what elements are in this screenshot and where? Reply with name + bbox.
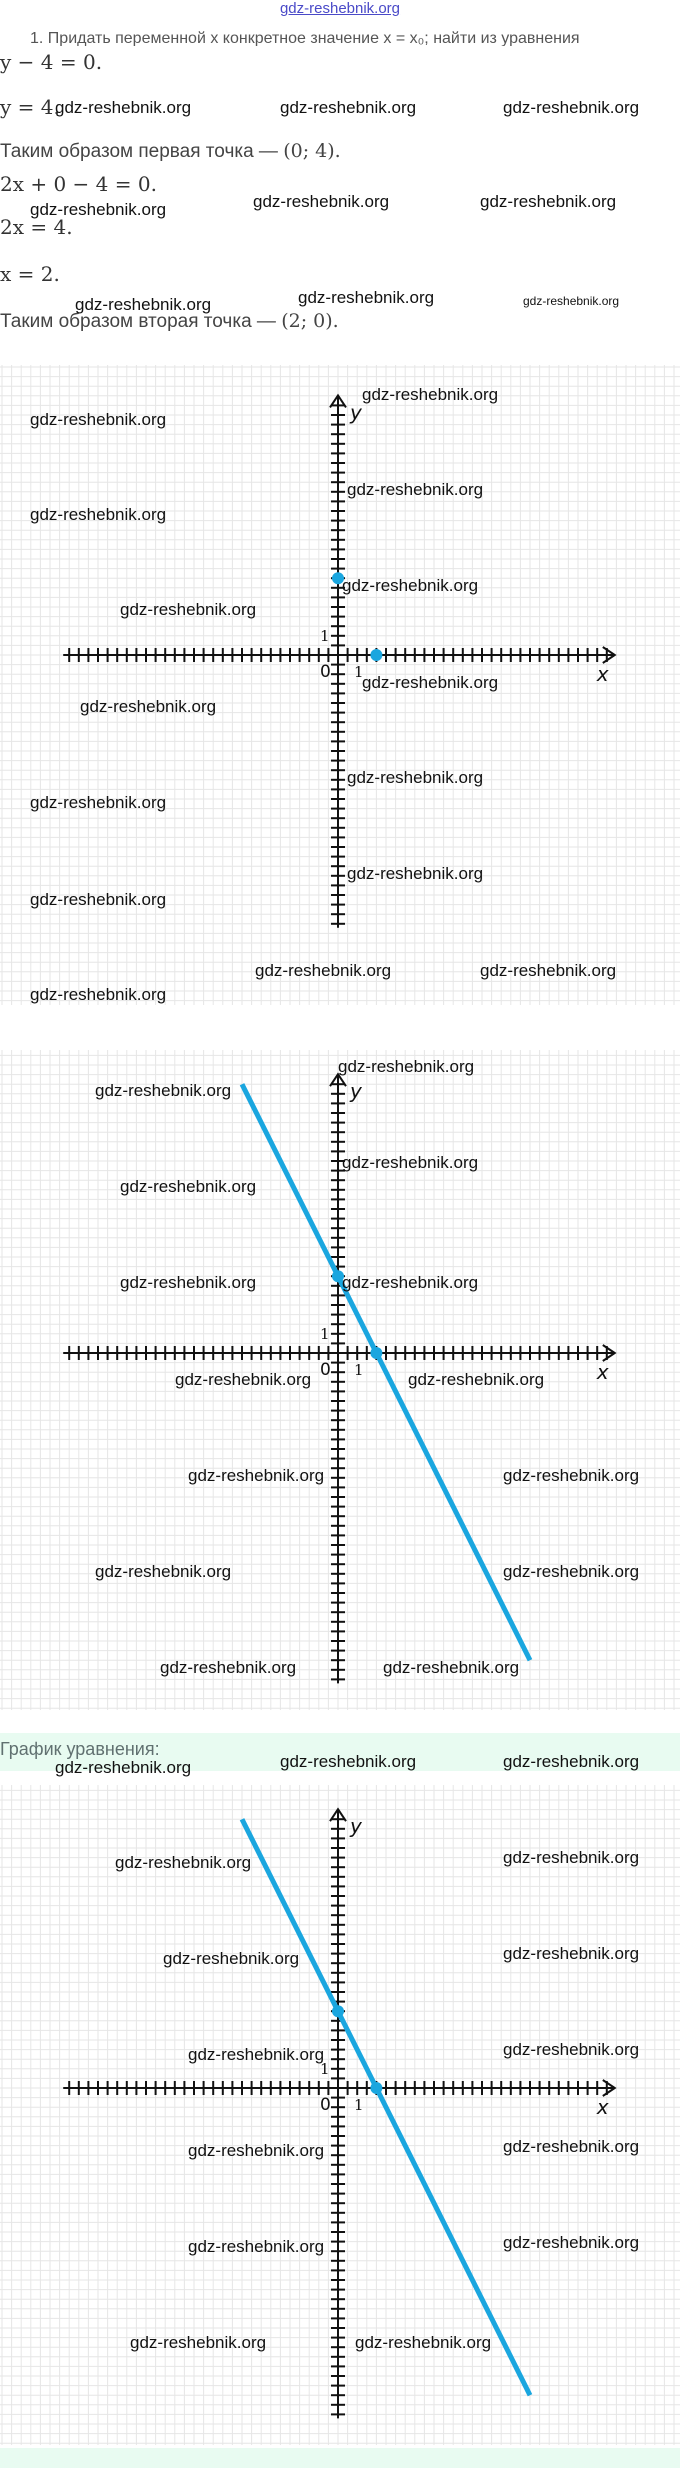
watermark: gdz-reshebnik.org bbox=[120, 1273, 257, 1292]
grid bbox=[0, 1050, 680, 1710]
data-point bbox=[370, 2082, 382, 2094]
watermark: gdz-reshebnik.org bbox=[503, 1466, 640, 1485]
watermark: gdz-reshebnik.org bbox=[95, 1562, 232, 1581]
watermark: gdz-reshebnik.org bbox=[503, 2233, 640, 2252]
watermark: gdz-reshebnik.org bbox=[298, 288, 435, 307]
x-axis-label: x bbox=[596, 662, 609, 686]
watermark: gdz-reshebnik.org bbox=[362, 385, 499, 404]
watermark: gdz-reshebnik.org bbox=[163, 1949, 300, 1968]
watermark: gdz-reshebnik.org bbox=[55, 98, 192, 117]
watermark: gdz-reshebnik.org bbox=[503, 1848, 640, 1867]
watermark: gdz-reshebnik.org bbox=[362, 673, 499, 692]
point-1-text: Таким образом первая точка — bbox=[0, 141, 284, 162]
y-axis-label: y bbox=[350, 1079, 362, 1104]
chart-line bbox=[0, 1050, 680, 1710]
point-1-coords: (0; 4). bbox=[283, 140, 341, 162]
x-tick-label: 1 bbox=[354, 2096, 364, 2114]
watermark: gdz-reshebnik.org bbox=[30, 200, 167, 219]
equation-5: x = 2. bbox=[0, 262, 60, 286]
point-2-text: Таким образом вторая точка — bbox=[0, 311, 282, 332]
watermark: gdz-reshebnik.org bbox=[480, 192, 617, 211]
watermark: gdz-reshebnik.org bbox=[175, 1370, 312, 1389]
equation-4: 2x = 4. bbox=[0, 215, 73, 239]
watermark: gdz-reshebnik.org bbox=[503, 1944, 640, 1963]
watermark: gdz-reshebnik.org bbox=[342, 1153, 479, 1172]
watermark: gdz-reshebnik.org bbox=[503, 1562, 640, 1581]
watermark: gdz-reshebnik.org bbox=[55, 1758, 192, 1777]
watermark: gdz-reshebnik.org bbox=[355, 2333, 492, 2352]
watermark: gdz-reshebnik.org bbox=[503, 2137, 640, 2156]
watermark: gdz-reshebnik.org bbox=[188, 2045, 325, 2064]
equation-3: 2x + 0 − 4 = 0. bbox=[0, 172, 157, 196]
watermark: gdz-reshebnik.org bbox=[383, 1658, 520, 1677]
y-tick-label: 1 bbox=[320, 2060, 330, 2078]
watermark: gdz-reshebnik.org bbox=[160, 1658, 297, 1677]
watermark: gdz-reshebnik.org bbox=[30, 985, 167, 1004]
y-tick-label: 1 bbox=[320, 1325, 330, 1343]
watermark: gdz-reshebnik.org bbox=[347, 768, 484, 787]
watermark: gdz-reshebnik.org bbox=[30, 505, 167, 524]
x-tick-label: 1 bbox=[354, 1361, 364, 1379]
bottom-band bbox=[0, 2448, 680, 2468]
site-link[interactable]: gdz-reshebnik.org bbox=[279, 0, 401, 17]
watermark: gdz-reshebnik.org bbox=[130, 2333, 267, 2352]
watermark: gdz-reshebnik.org bbox=[30, 793, 167, 812]
watermark: gdz-reshebnik.org bbox=[342, 576, 479, 595]
grid bbox=[0, 1785, 680, 2445]
point-1-statement bbox=[0, 140, 341, 163]
watermark: gdz-reshebnik.org bbox=[347, 864, 484, 883]
intro-instruction: 1. Придать переменной x конкретное значение x = x₀; найти из уравнения bbox=[30, 30, 580, 46]
watermark: gdz-reshebnik.org bbox=[120, 1177, 257, 1196]
watermark: gdz-reshebnik.org bbox=[503, 1752, 640, 1771]
watermark: gdz-reshebnik.org bbox=[347, 480, 484, 499]
watermark: gdz-reshebnik.org bbox=[253, 192, 390, 211]
x-axis-label: x bbox=[596, 1360, 609, 1384]
y-axis-label: y bbox=[350, 1814, 362, 1839]
watermark: gdz-reshebnik.org bbox=[523, 294, 620, 308]
watermark: gdz-reshebnik.org bbox=[342, 1273, 479, 1292]
data-point bbox=[370, 649, 382, 661]
watermark: gdz-reshebnik.org bbox=[120, 600, 257, 619]
watermark: gdz-reshebnik.org bbox=[30, 890, 167, 909]
x-axis-label: x bbox=[596, 2095, 609, 2119]
watermark: gdz-reshebnik.org bbox=[188, 2141, 325, 2160]
x-tick-label: 1 bbox=[354, 663, 364, 681]
watermark: gdz-reshebnik.org bbox=[75, 295, 212, 314]
watermark: gdz-reshebnik.org bbox=[503, 98, 640, 117]
watermark: gdz-reshebnik.org bbox=[408, 1370, 545, 1389]
origin-label: 0 bbox=[320, 2095, 331, 2115]
chart-final bbox=[0, 1785, 680, 2445]
watermark: gdz-reshebnik.org bbox=[255, 961, 392, 980]
watermark: gdz-reshebnik.org bbox=[503, 2040, 640, 2059]
graph-caption: График уравнения: bbox=[0, 1739, 160, 1759]
watermark: gdz-reshebnik.org bbox=[280, 98, 417, 117]
watermark: gdz-reshebnik.org bbox=[115, 1853, 252, 1872]
watermark: gdz-reshebnik.org bbox=[338, 1057, 475, 1076]
y-axis-label: y bbox=[350, 400, 362, 425]
data-point bbox=[370, 1347, 382, 1359]
origin-label: 0 bbox=[320, 1360, 331, 1380]
point-2-coords: (2; 0). bbox=[281, 310, 339, 332]
data-point bbox=[332, 2005, 344, 2017]
watermark: gdz-reshebnik.org bbox=[280, 1752, 417, 1771]
watermark: gdz-reshebnik.org bbox=[80, 697, 217, 716]
y-tick-label: 1 bbox=[320, 627, 330, 645]
origin-label: 0 bbox=[320, 662, 331, 682]
watermark: gdz-reshebnik.org bbox=[480, 961, 617, 980]
watermark: gdz-reshebnik.org bbox=[95, 1081, 232, 1100]
watermark: gdz-reshebnik.org bbox=[188, 1466, 325, 1485]
equation-1: y − 4 = 0. bbox=[0, 50, 103, 74]
watermark: gdz-reshebnik.org bbox=[30, 410, 167, 429]
equation-2: y = 4. bbox=[0, 95, 60, 119]
watermark: gdz-reshebnik.org bbox=[188, 2237, 325, 2256]
